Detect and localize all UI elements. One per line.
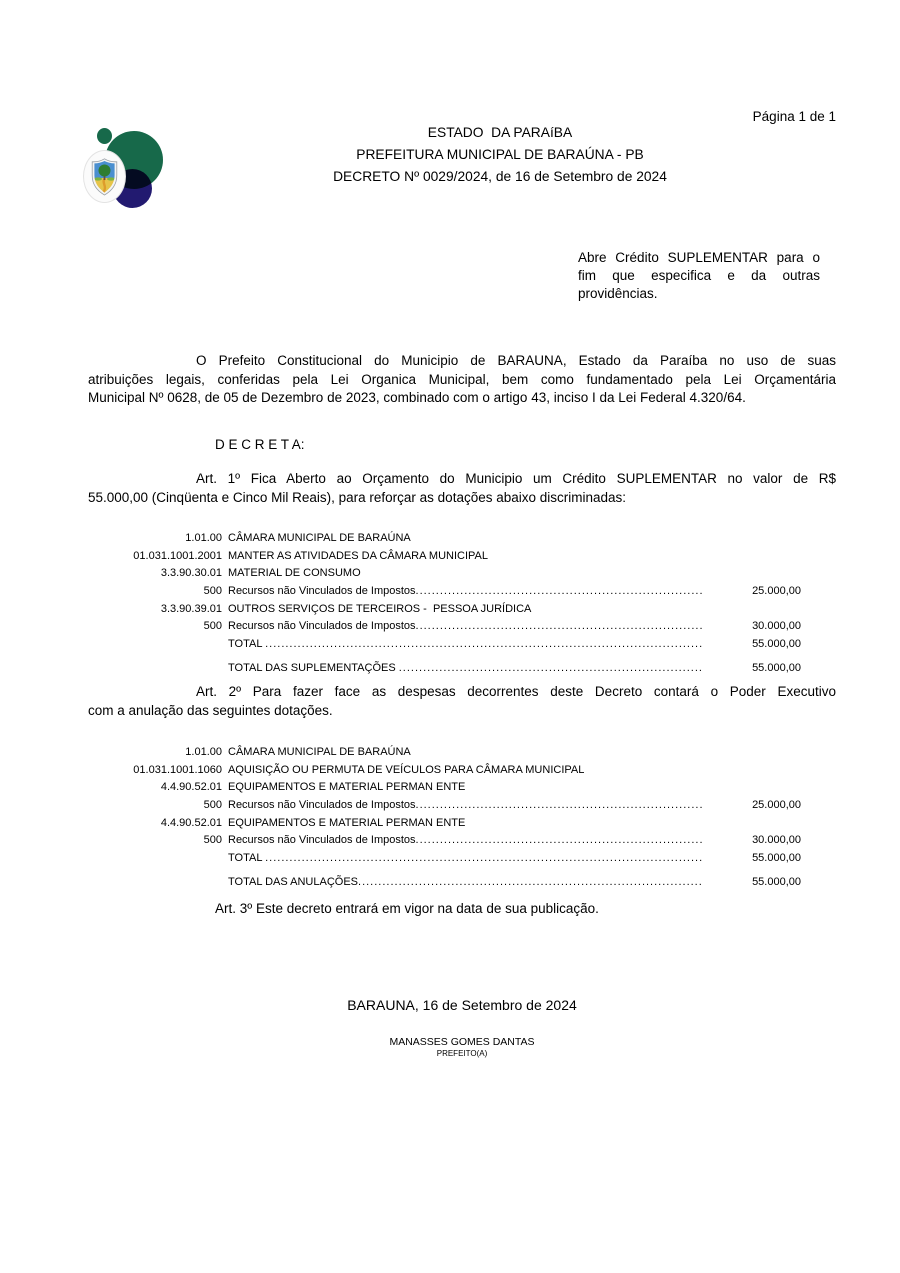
cell-code: 500 xyxy=(203,585,222,598)
table-row xyxy=(88,850,836,868)
signer-title: PREFEITO(A) xyxy=(436,1049,488,1058)
table-row xyxy=(88,618,836,636)
dot-leader xyxy=(416,797,703,815)
article-1-paragraph xyxy=(88,470,836,507)
table-row xyxy=(88,601,836,619)
cell-code: 3.3.90.39.01 xyxy=(160,602,222,615)
cell-description: EQUIPAMENTOS E MATERIAL PERMAN ENTE xyxy=(228,781,466,794)
paragraph-line: fim que especifica e da outras xyxy=(578,268,820,283)
paragraph-line: atribuições legais, conferidas pela Lei Organica Municipal, bem como fundamentado pela Lei Orçamentária xyxy=(88,371,836,387)
cell-description: Recursos não Vinculados de Impostos xyxy=(228,585,416,598)
purpose-clause xyxy=(578,249,820,303)
header-decree-line: DECRETO Nº 0029/2024, de 16 de Setembro de 2024 xyxy=(333,169,667,185)
cell-code: 01.031.1001.2001 xyxy=(133,549,222,562)
dot-leader xyxy=(265,636,703,654)
cell-description: CÂMARA MUNICIPAL DE BARAÚNA xyxy=(228,746,411,758)
cell-amount: 25.000,00 xyxy=(752,585,801,598)
header-entity-line: PREFEITURA MUNICIPAL DE BARAÚNA - PB xyxy=(356,147,644,163)
cell-amount: 30.000,00 xyxy=(752,620,801,633)
cell-description: Recursos não Vinculados de Impostos xyxy=(228,799,416,812)
cell-code: 1.01.00 xyxy=(185,746,222,758)
dot-leader xyxy=(416,832,703,850)
article-3-paragraph: Art. 3º Este decreto entrará em vigor na data de sua publicação. xyxy=(215,901,599,916)
cell-description: MANTER AS ATIVIDADES DA CÂMARA MUNICIPAL xyxy=(228,549,488,562)
paragraph-line: O Prefeito Constitucional do Municipio de BARAUNA, Estado da Paraíba no uso de suas xyxy=(196,353,836,368)
paragraph-line: com a anulação das seguintes dotações. xyxy=(88,702,333,718)
dot-leader xyxy=(399,660,703,678)
paragraph-line: Art. 1º Fica Aberto ao Orçamento do Municipio um Crédito SUPLEMENTAR no valor de R$ xyxy=(196,471,836,486)
header-state-line: ESTADO DA PARAíBA xyxy=(427,125,573,140)
supplementation-table xyxy=(88,530,836,678)
document-header xyxy=(110,122,890,189)
table-row xyxy=(88,636,836,654)
cell-amount: 55.000,00 xyxy=(752,875,801,888)
cell-amount: 30.000,00 xyxy=(752,834,801,847)
dateline: BARAUNA, 16 de Setembro de 2024 xyxy=(347,997,577,1013)
table-row xyxy=(88,874,836,892)
cell-description: EQUIPAMENTOS E MATERIAL PERMAN ENTE xyxy=(228,816,466,829)
article-2-paragraph xyxy=(88,683,836,720)
table-row xyxy=(88,744,836,762)
cell-description: AQUISIÇÃO OU PERMUTA DE VEÍCULOS PARA CÂMARA MUNICIPAL xyxy=(228,763,585,776)
cell-amount: 55.000,00 xyxy=(752,638,801,651)
table-row xyxy=(88,530,836,548)
cell-code: 4.4.90.52.01 xyxy=(160,816,222,829)
cell-amount: 25.000,00 xyxy=(752,799,801,812)
cell-code: 4.4.90.52.01 xyxy=(160,781,222,794)
cell-code: 500 xyxy=(203,834,222,847)
table-row xyxy=(88,565,836,583)
table-row xyxy=(88,762,836,780)
cell-description: TOTAL DAS ANULAÇÕES xyxy=(228,875,359,888)
cell-code: 01.031.1001.1060 xyxy=(133,763,222,776)
table-row xyxy=(88,832,836,850)
table-row xyxy=(88,779,836,797)
cell-description: Recursos não Vinculados de Impostos xyxy=(228,834,416,847)
cell-amount: 55.000,00 xyxy=(752,852,801,865)
table-row xyxy=(88,797,836,815)
cell-code: 3.3.90.30.01 xyxy=(160,567,222,580)
cell-description: CÂMARA MUNICIPAL DE BARAÚNA xyxy=(228,532,411,544)
table-row xyxy=(88,583,836,601)
cell-description: MATERIAL DE CONSUMO xyxy=(228,567,361,580)
cell-description: TOTAL xyxy=(228,638,266,651)
cell-description: Recursos não Vinculados de Impostos xyxy=(228,620,416,633)
dot-leader xyxy=(265,850,703,868)
dot-leader xyxy=(358,874,703,892)
paragraph-line: Municipal Nº 0628, de 05 de Dezembro de 2023, combinado com o artigo 43, inciso I da Lei Federal 4.320/64. xyxy=(88,390,746,406)
cell-description: OUTROS SERVIÇOS DE TERCEIROS - PESSOA JURÍDICA xyxy=(228,602,532,615)
dot-leader xyxy=(416,618,703,636)
cell-description: TOTAL DAS SUPLEMENTAÇÕES xyxy=(228,661,399,674)
annulment-table xyxy=(88,744,836,892)
table-row xyxy=(88,815,836,833)
cell-code: 500 xyxy=(203,620,222,633)
preamble-paragraph xyxy=(88,352,836,408)
paragraph-line: Art. 2º Para fazer face as despesas decorrentes deste Decreto contará o Poder Executivo xyxy=(196,684,836,699)
signer-name: MANASSES GOMES DANTAS xyxy=(389,1036,535,1048)
dot-leader xyxy=(416,583,703,601)
cell-code: 1.01.00 xyxy=(185,532,222,544)
paragraph-line: 55.000,00 (Cinqüenta e Cinco Mil Reais), para reforçar as dotações abaixo discriminadas: xyxy=(88,489,627,505)
cell-amount: 55.000,00 xyxy=(752,661,801,674)
paragraph-line: Abre Crédito SUPLEMENTAR para o xyxy=(578,250,820,265)
paragraph-line: providências. xyxy=(578,286,658,301)
page-number: Página 1 de 1 xyxy=(752,109,836,124)
cell-description: TOTAL xyxy=(228,852,266,865)
cell-code: 500 xyxy=(203,799,222,812)
table-row xyxy=(88,548,836,566)
decreta-heading: D E C R E T A: xyxy=(215,437,305,452)
table-row xyxy=(88,660,836,678)
